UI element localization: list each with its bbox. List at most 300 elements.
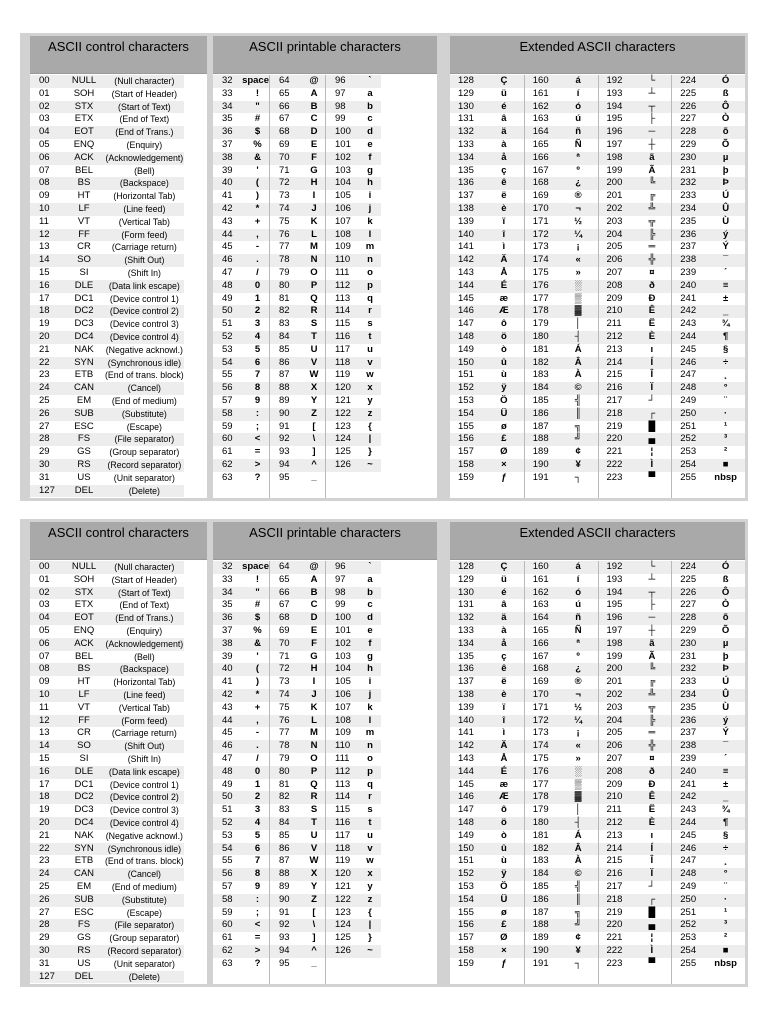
char-glyph: ë bbox=[501, 190, 507, 202]
table-row bbox=[525, 868, 598, 881]
char-code: 81 bbox=[279, 292, 290, 304]
char-abbreviation: BS bbox=[77, 177, 91, 189]
char-glyph: H bbox=[310, 177, 318, 189]
char-code: 110 bbox=[335, 254, 351, 266]
char-code: 38 bbox=[222, 151, 233, 163]
char-glyph: ù bbox=[500, 369, 507, 381]
char-code: 102 bbox=[335, 151, 351, 163]
char-code: 126 bbox=[335, 458, 351, 470]
char-code: 30 bbox=[39, 458, 50, 470]
char-glyph: Ø bbox=[500, 932, 508, 944]
table-row bbox=[326, 830, 381, 843]
char-glyph: È bbox=[648, 330, 656, 342]
table-row bbox=[270, 587, 325, 600]
table-row bbox=[525, 753, 598, 766]
char-glyph: N bbox=[310, 740, 318, 752]
table-row bbox=[270, 331, 325, 344]
char-description: (Device control 1) bbox=[109, 779, 179, 790]
char-code: 183 bbox=[532, 369, 549, 381]
char-code: 195 bbox=[606, 599, 623, 611]
char-code: 169 bbox=[532, 676, 549, 688]
table-row bbox=[450, 843, 524, 856]
char-glyph: Ö bbox=[500, 394, 508, 406]
char-glyph: ® bbox=[574, 676, 582, 688]
table-row bbox=[599, 804, 672, 817]
table-row bbox=[672, 651, 745, 664]
char-code: 10 bbox=[39, 688, 50, 700]
table-row bbox=[30, 843, 184, 856]
char-glyph: m bbox=[365, 727, 375, 739]
char-abbreviation: SO bbox=[77, 740, 91, 752]
char-glyph: 7 bbox=[254, 369, 261, 381]
table-row bbox=[326, 945, 381, 958]
char-code: 240 bbox=[680, 279, 697, 291]
char-glyph: ┌ bbox=[648, 893, 656, 905]
char-code: 62 bbox=[222, 944, 233, 956]
char-glyph: À bbox=[574, 369, 582, 381]
char-abbreviation: DEL bbox=[74, 970, 94, 982]
char-code: 25 bbox=[39, 394, 50, 406]
char-code: 202 bbox=[606, 202, 623, 214]
table-row bbox=[30, 177, 184, 190]
char-code: 213 bbox=[606, 829, 623, 841]
char-glyph: # bbox=[254, 113, 261, 125]
table-row bbox=[326, 689, 381, 702]
char-code: 77 bbox=[279, 241, 290, 253]
table-row bbox=[450, 817, 524, 830]
table-row bbox=[672, 369, 745, 382]
char-glyph: S bbox=[310, 318, 318, 330]
char-code: 82 bbox=[279, 305, 290, 317]
char-code: 78 bbox=[279, 254, 290, 266]
char-glyph: ] bbox=[312, 446, 316, 458]
table-row bbox=[326, 293, 381, 306]
char-glyph: â bbox=[501, 113, 507, 125]
table-row bbox=[672, 881, 745, 894]
table-row bbox=[30, 126, 184, 139]
table-row bbox=[30, 663, 184, 676]
char-code: 176 bbox=[532, 279, 549, 291]
char-glyph: = bbox=[254, 446, 261, 458]
table-row bbox=[270, 727, 325, 740]
char-glyph: b bbox=[367, 586, 373, 598]
char-code: 01 bbox=[39, 87, 50, 99]
char-code: 166 bbox=[532, 637, 549, 649]
char-code: 85 bbox=[279, 829, 290, 841]
char-abbreviation: SI bbox=[79, 266, 89, 278]
table-row bbox=[30, 702, 184, 715]
char-code: 152 bbox=[458, 382, 474, 394]
char-code: 52 bbox=[222, 816, 233, 828]
char-glyph: Â bbox=[574, 842, 582, 854]
char-glyph: G bbox=[310, 650, 318, 662]
table-row bbox=[672, 75, 745, 88]
table-row bbox=[270, 843, 325, 856]
char-code: 254 bbox=[680, 458, 697, 470]
char-description: (Shift Out) bbox=[124, 741, 165, 752]
table-row bbox=[450, 88, 524, 101]
table-row bbox=[30, 727, 184, 740]
char-code: 252 bbox=[680, 919, 697, 931]
char-code: 05 bbox=[39, 624, 50, 636]
char-code: 13 bbox=[39, 727, 50, 739]
table-row bbox=[450, 689, 524, 702]
table-row bbox=[599, 395, 672, 408]
char-code: 148 bbox=[458, 330, 474, 342]
char-code: 192 bbox=[606, 561, 623, 572]
char-abbreviation: ESC bbox=[74, 906, 94, 918]
char-glyph: Ë bbox=[648, 318, 656, 330]
table-row bbox=[213, 651, 269, 664]
table-row bbox=[672, 190, 745, 203]
table-row bbox=[270, 382, 325, 395]
char-glyph: E bbox=[310, 624, 318, 636]
char-description: (Unit separator) bbox=[113, 958, 175, 969]
char-glyph: n bbox=[367, 740, 373, 752]
table-row bbox=[270, 241, 325, 254]
char-abbreviation: FF bbox=[78, 714, 90, 726]
char-code: 176 bbox=[532, 765, 549, 777]
table-row bbox=[326, 881, 381, 894]
table-row bbox=[270, 472, 325, 485]
char-description: (Line feed) bbox=[123, 203, 166, 214]
table-row bbox=[30, 203, 184, 216]
char-code: 115 bbox=[335, 318, 351, 330]
char-code: 59 bbox=[222, 420, 233, 432]
char-glyph: L bbox=[311, 714, 317, 726]
char-glyph: ½ bbox=[574, 701, 583, 713]
table-row bbox=[326, 203, 381, 216]
char-glyph: ; bbox=[255, 420, 260, 432]
char-description: (File separator) bbox=[114, 920, 175, 931]
char-glyph: Ò bbox=[721, 113, 730, 125]
char-glyph: ┤ bbox=[574, 330, 582, 342]
table-row bbox=[525, 791, 598, 804]
char-code: 209 bbox=[606, 292, 623, 304]
char-glyph: + bbox=[254, 701, 261, 713]
char-glyph: È bbox=[648, 816, 656, 828]
panel-title: Extended ASCII characters bbox=[450, 36, 745, 74]
char-abbreviation: NULL bbox=[71, 75, 97, 86]
char-code: 232 bbox=[680, 177, 697, 189]
table-row bbox=[525, 638, 598, 651]
char-code: 123 bbox=[335, 906, 351, 918]
char-code: 02 bbox=[39, 100, 50, 112]
char-abbreviation: SI bbox=[79, 752, 89, 764]
char-code: 227 bbox=[680, 113, 697, 125]
char-abbreviation: ETB bbox=[74, 369, 94, 381]
char-code: 167 bbox=[532, 650, 549, 662]
char-code: 30 bbox=[39, 944, 50, 956]
char-code: 04 bbox=[39, 612, 50, 624]
char-glyph: ' bbox=[256, 164, 259, 176]
char-code: 54 bbox=[222, 356, 233, 368]
char-glyph: . bbox=[256, 254, 259, 266]
char-glyph: ³ bbox=[724, 433, 728, 445]
char-code: 250 bbox=[680, 893, 697, 905]
char-code: 148 bbox=[458, 816, 474, 828]
table-row bbox=[599, 152, 672, 165]
table-row bbox=[599, 357, 672, 370]
char-code: 186 bbox=[532, 407, 549, 419]
char-code: 37 bbox=[222, 138, 233, 150]
char-glyph: Õ bbox=[721, 624, 730, 636]
char-glyph: Ã bbox=[648, 650, 656, 662]
table-row bbox=[450, 740, 524, 753]
table-row bbox=[270, 702, 325, 715]
char-glyph: ╚ bbox=[648, 177, 656, 189]
char-glyph: Ê bbox=[648, 791, 656, 803]
table-row bbox=[213, 919, 269, 932]
char-code: 84 bbox=[279, 330, 290, 342]
char-code: 98 bbox=[335, 100, 346, 112]
table-row bbox=[525, 382, 598, 395]
table-row bbox=[270, 561, 325, 574]
char-glyph: µ bbox=[722, 151, 729, 163]
char-glyph: 6 bbox=[254, 356, 261, 368]
char-glyph: Ñ bbox=[574, 624, 582, 636]
char-code: 216 bbox=[606, 382, 623, 394]
table-row bbox=[450, 715, 524, 728]
char-glyph: Ì bbox=[650, 944, 654, 956]
table-row bbox=[270, 868, 325, 881]
char-code: 18 bbox=[39, 791, 50, 803]
printable-table bbox=[213, 561, 437, 984]
char-glyph: + bbox=[254, 215, 261, 227]
char-glyph: ▒ bbox=[574, 292, 582, 304]
table-row bbox=[599, 421, 672, 434]
char-glyph: ó bbox=[575, 586, 582, 598]
char-code: 01 bbox=[39, 573, 50, 585]
char-description: (Device control 1) bbox=[109, 293, 179, 304]
char-code: 129 bbox=[458, 573, 474, 585]
char-code: 187 bbox=[532, 906, 549, 918]
table-row bbox=[326, 331, 381, 344]
char-code: 87 bbox=[279, 369, 290, 381]
char-glyph: ¶ bbox=[722, 330, 729, 342]
char-description: (Acknowledgement) bbox=[105, 152, 184, 163]
table-row bbox=[326, 932, 381, 945]
char-description: (Device control 3) bbox=[109, 319, 179, 330]
table-row bbox=[270, 945, 325, 958]
char-glyph: ´ bbox=[724, 266, 728, 278]
table-row bbox=[672, 779, 745, 792]
char-abbreviation: ENQ bbox=[73, 138, 95, 150]
char-glyph: ê bbox=[501, 663, 507, 675]
char-glyph: ò bbox=[500, 343, 507, 355]
char-description: (Negative acknowl.) bbox=[105, 830, 183, 841]
char-code: 106 bbox=[335, 202, 351, 214]
char-code: 48 bbox=[222, 279, 233, 291]
char-glyph: § bbox=[722, 343, 729, 355]
panel-title: ASCII control characters bbox=[30, 36, 207, 74]
char-code: 48 bbox=[222, 765, 233, 777]
table-row bbox=[213, 446, 269, 459]
char-code: 33 bbox=[222, 573, 233, 585]
char-glyph: ┼ bbox=[648, 624, 656, 636]
char-glyph: × bbox=[501, 944, 507, 956]
char-glyph: 1 bbox=[254, 292, 261, 304]
char-glyph: ¹ bbox=[724, 420, 728, 432]
char-code: 171 bbox=[532, 215, 549, 227]
table-column bbox=[325, 75, 381, 498]
char-glyph: ¥ bbox=[575, 458, 581, 470]
char-glyph: Û bbox=[722, 202, 730, 214]
char-code: 51 bbox=[222, 804, 233, 816]
table-row bbox=[30, 229, 184, 242]
table-column bbox=[598, 561, 672, 984]
char-code: 179 bbox=[532, 804, 549, 816]
char-glyph: ¨ bbox=[724, 394, 728, 406]
char-glyph: ö bbox=[500, 816, 507, 828]
char-code: 187 bbox=[532, 420, 549, 432]
char-code: 219 bbox=[606, 420, 623, 432]
char-glyph: ± bbox=[723, 778, 729, 790]
char-code: 06 bbox=[39, 151, 50, 163]
char-code: 17 bbox=[39, 778, 50, 790]
table-row bbox=[525, 958, 598, 971]
char-code: 16 bbox=[39, 765, 50, 777]
char-code: 181 bbox=[532, 343, 549, 355]
char-glyph: ) bbox=[255, 676, 260, 688]
char-glyph: A bbox=[310, 573, 318, 585]
char-description: (Shift Out) bbox=[124, 255, 165, 266]
char-abbreviation: SUB bbox=[74, 407, 94, 419]
char-code: 63 bbox=[222, 471, 233, 483]
char-glyph: └ bbox=[648, 75, 656, 86]
table-row bbox=[30, 689, 184, 702]
char-abbreviation: DC2 bbox=[74, 305, 94, 317]
table-row bbox=[30, 190, 184, 203]
char-glyph: · bbox=[724, 893, 728, 905]
char-code: 26 bbox=[39, 407, 50, 419]
char-code: 22 bbox=[39, 356, 50, 368]
char-description: (Bell) bbox=[134, 651, 155, 662]
char-code: 41 bbox=[222, 190, 233, 202]
char-code: 127 bbox=[39, 484, 55, 496]
table-row bbox=[213, 203, 269, 216]
table-row bbox=[270, 599, 325, 612]
table-row bbox=[213, 574, 269, 587]
table-row bbox=[599, 318, 672, 331]
char-code: 166 bbox=[532, 151, 549, 163]
table-row bbox=[525, 625, 598, 638]
char-code: 170 bbox=[532, 202, 549, 214]
char-code: 133 bbox=[458, 138, 474, 150]
table-row bbox=[599, 190, 672, 203]
char-code: 44 bbox=[222, 714, 233, 726]
char-glyph: \ bbox=[312, 433, 316, 445]
char-glyph: Á bbox=[574, 343, 582, 355]
char-description: (End of medium) bbox=[111, 881, 177, 892]
char-glyph: * bbox=[255, 202, 260, 214]
char-glyph: ( bbox=[255, 663, 260, 675]
table-row bbox=[525, 651, 598, 664]
char-glyph: é bbox=[501, 586, 507, 598]
char-code: 248 bbox=[680, 868, 697, 880]
char-glyph: % bbox=[253, 138, 262, 150]
table-row bbox=[30, 446, 184, 459]
table-row bbox=[30, 945, 184, 958]
char-glyph: p bbox=[367, 279, 373, 291]
char-glyph: ¾ bbox=[721, 804, 730, 816]
table-row bbox=[450, 958, 524, 971]
table-row bbox=[525, 331, 598, 344]
table-row bbox=[525, 766, 598, 779]
char-abbreviation: ETB bbox=[74, 855, 94, 867]
table-row bbox=[672, 638, 745, 651]
char-code: 47 bbox=[222, 752, 233, 764]
char-code: 237 bbox=[680, 727, 697, 739]
table-row bbox=[672, 139, 745, 152]
char-code: 75 bbox=[279, 215, 290, 227]
table-row bbox=[270, 766, 325, 779]
table-row bbox=[599, 561, 672, 574]
char-glyph: K bbox=[310, 215, 318, 227]
char-code: 116 bbox=[335, 816, 351, 828]
table-row bbox=[599, 612, 672, 625]
char-code: 245 bbox=[680, 343, 697, 355]
char-glyph: ° bbox=[723, 868, 728, 880]
char-code: 114 bbox=[335, 791, 351, 803]
char-glyph: a bbox=[367, 87, 373, 99]
char-description: (Null character) bbox=[114, 76, 175, 86]
table-row bbox=[525, 241, 598, 254]
char-glyph: å bbox=[501, 637, 507, 649]
char-abbreviation: US bbox=[77, 471, 91, 483]
char-glyph: 3 bbox=[254, 804, 261, 816]
char-code: 28 bbox=[39, 433, 50, 445]
table-row bbox=[30, 766, 184, 779]
char-description: (Escape) bbox=[126, 421, 162, 432]
table-row bbox=[450, 894, 524, 907]
char-glyph: ╩ bbox=[648, 688, 656, 700]
table-row bbox=[599, 587, 672, 600]
char-description: (Delete) bbox=[128, 485, 160, 496]
char-code: 13 bbox=[39, 241, 50, 253]
char-abbreviation: STX bbox=[74, 100, 94, 112]
char-code: 109 bbox=[335, 727, 351, 739]
char-glyph: ¸ bbox=[724, 855, 728, 867]
char-code: 64 bbox=[279, 561, 290, 572]
char-code: 235 bbox=[680, 701, 697, 713]
char-code: 47 bbox=[222, 266, 233, 278]
table-row bbox=[525, 139, 598, 152]
table-row bbox=[450, 702, 524, 715]
char-glyph: ▓ bbox=[574, 305, 582, 317]
char-glyph: U bbox=[310, 829, 318, 841]
char-glyph: ¯ bbox=[723, 254, 729, 266]
char-glyph: ] bbox=[312, 932, 316, 944]
char-glyph: J bbox=[311, 688, 317, 700]
table-row bbox=[450, 574, 524, 587]
printable-characters-panel bbox=[213, 522, 437, 984]
char-glyph: 2 bbox=[254, 791, 261, 803]
table-row bbox=[525, 229, 598, 242]
char-glyph: Æ bbox=[499, 305, 509, 317]
table-row bbox=[270, 165, 325, 178]
table-row bbox=[30, 587, 184, 600]
char-code: 157 bbox=[458, 932, 474, 944]
char-abbreviation: DEL bbox=[74, 484, 94, 496]
char-glyph: ý bbox=[722, 714, 729, 726]
char-glyph: ( bbox=[255, 177, 260, 189]
char-description: (Data link escape) bbox=[108, 766, 180, 777]
char-code: 43 bbox=[222, 215, 233, 227]
char-glyph: , bbox=[256, 228, 259, 240]
table-row bbox=[450, 727, 524, 740]
char-code: 245 bbox=[680, 829, 697, 841]
